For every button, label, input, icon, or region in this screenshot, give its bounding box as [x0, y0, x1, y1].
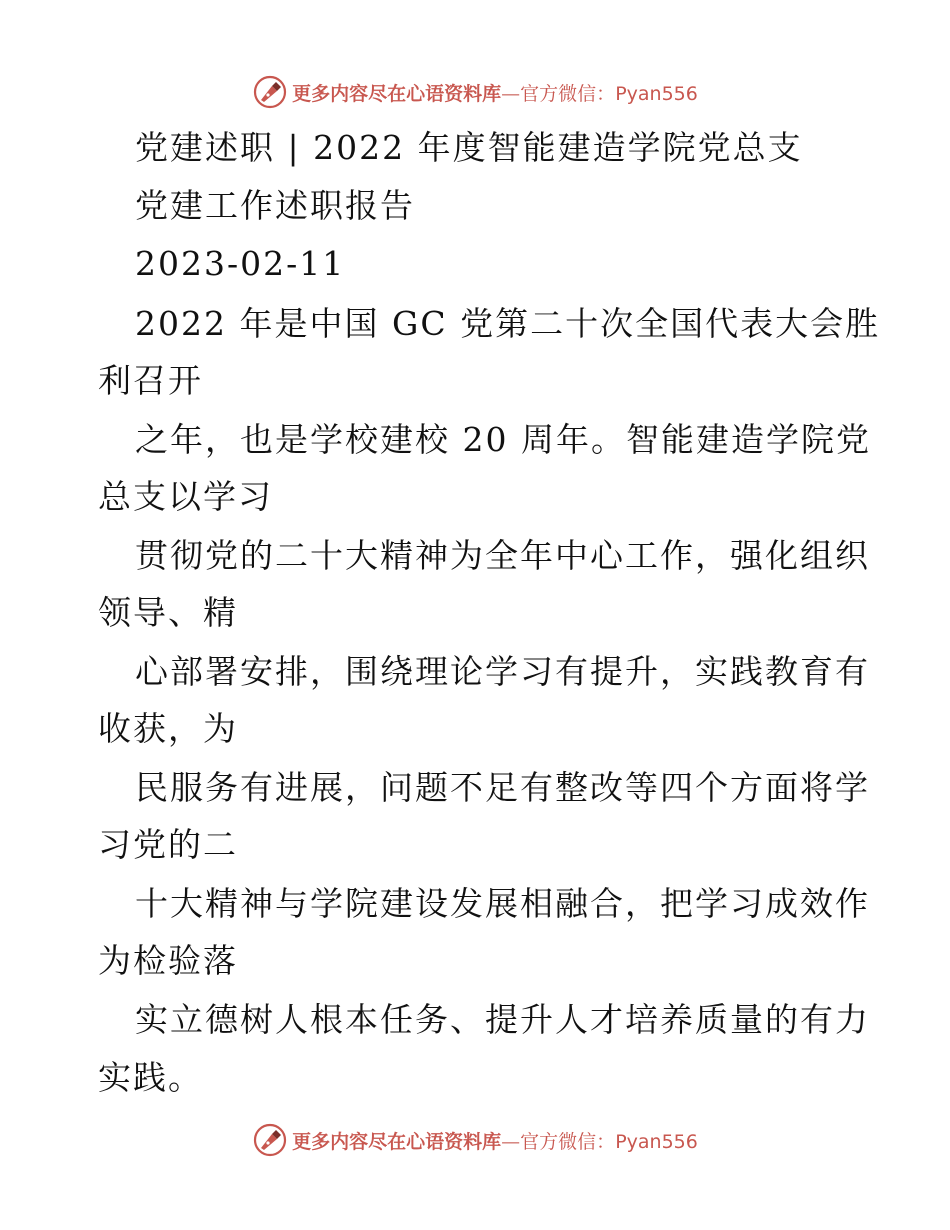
watermark-text [292, 79, 698, 106]
pen-nib-logo-icon [252, 1122, 288, 1158]
paragraph-line: 2022 年是中国 GC 党第二十次全国代表大会胜 [135, 304, 881, 343]
footer-watermark [0, 1120, 950, 1160]
paragraph-line: 实践。 [98, 1058, 203, 1097]
pen-nib-logo-icon [252, 74, 288, 110]
header-watermark [0, 72, 950, 112]
paragraph-line: 领导、精 [98, 593, 238, 632]
paragraph-line: 十大精神与学院建设发展相融合，把学习成效作 [135, 884, 870, 923]
paragraph-line: 之年，也是学校建校 20 周年。智能建造学院党 [135, 420, 871, 459]
paragraph-line: 心部署安排，围绕理论学习有提升，实践教育有 [135, 652, 870, 691]
watermark-text [292, 1127, 698, 1154]
watermark-wechat-id: Pyan556 [615, 82, 698, 105]
paragraph-line: 习党的二 [98, 825, 238, 864]
paragraph-line: 为检验落 [98, 941, 238, 980]
watermark-main: 更多内容尽在心语资料库 [292, 1130, 502, 1153]
paragraph-line: 利召开 [98, 361, 203, 400]
watermark-dash: — [501, 1130, 521, 1153]
paragraph-line: 收获，为 [98, 709, 238, 748]
paragraph-line: 实立德树人根本任务、提升人才培养质量的有力 [135, 1000, 870, 1039]
document-date: 2023-02-11 [135, 244, 346, 283]
document-title-line1: 党建述职 | 2022 年度智能建造学院党总支 [135, 128, 803, 167]
paragraph-line: 贯彻党的二十大精神为全年中心工作，强化组织 [135, 536, 870, 575]
watermark-dash: — [501, 82, 521, 105]
paragraph-line: 民服务有进展，问题不足有整改等四个方面将学 [135, 768, 870, 807]
watermark-label: 官方微信： [520, 82, 616, 105]
paragraph-line: 总支以学习 [98, 477, 273, 516]
document-title-line2: 党建工作述职报告 [135, 186, 415, 225]
watermark-wechat-id: Pyan556 [615, 1130, 698, 1153]
watermark-label: 官方微信： [520, 1130, 616, 1153]
watermark-main: 更多内容尽在心语资料库 [292, 82, 502, 105]
